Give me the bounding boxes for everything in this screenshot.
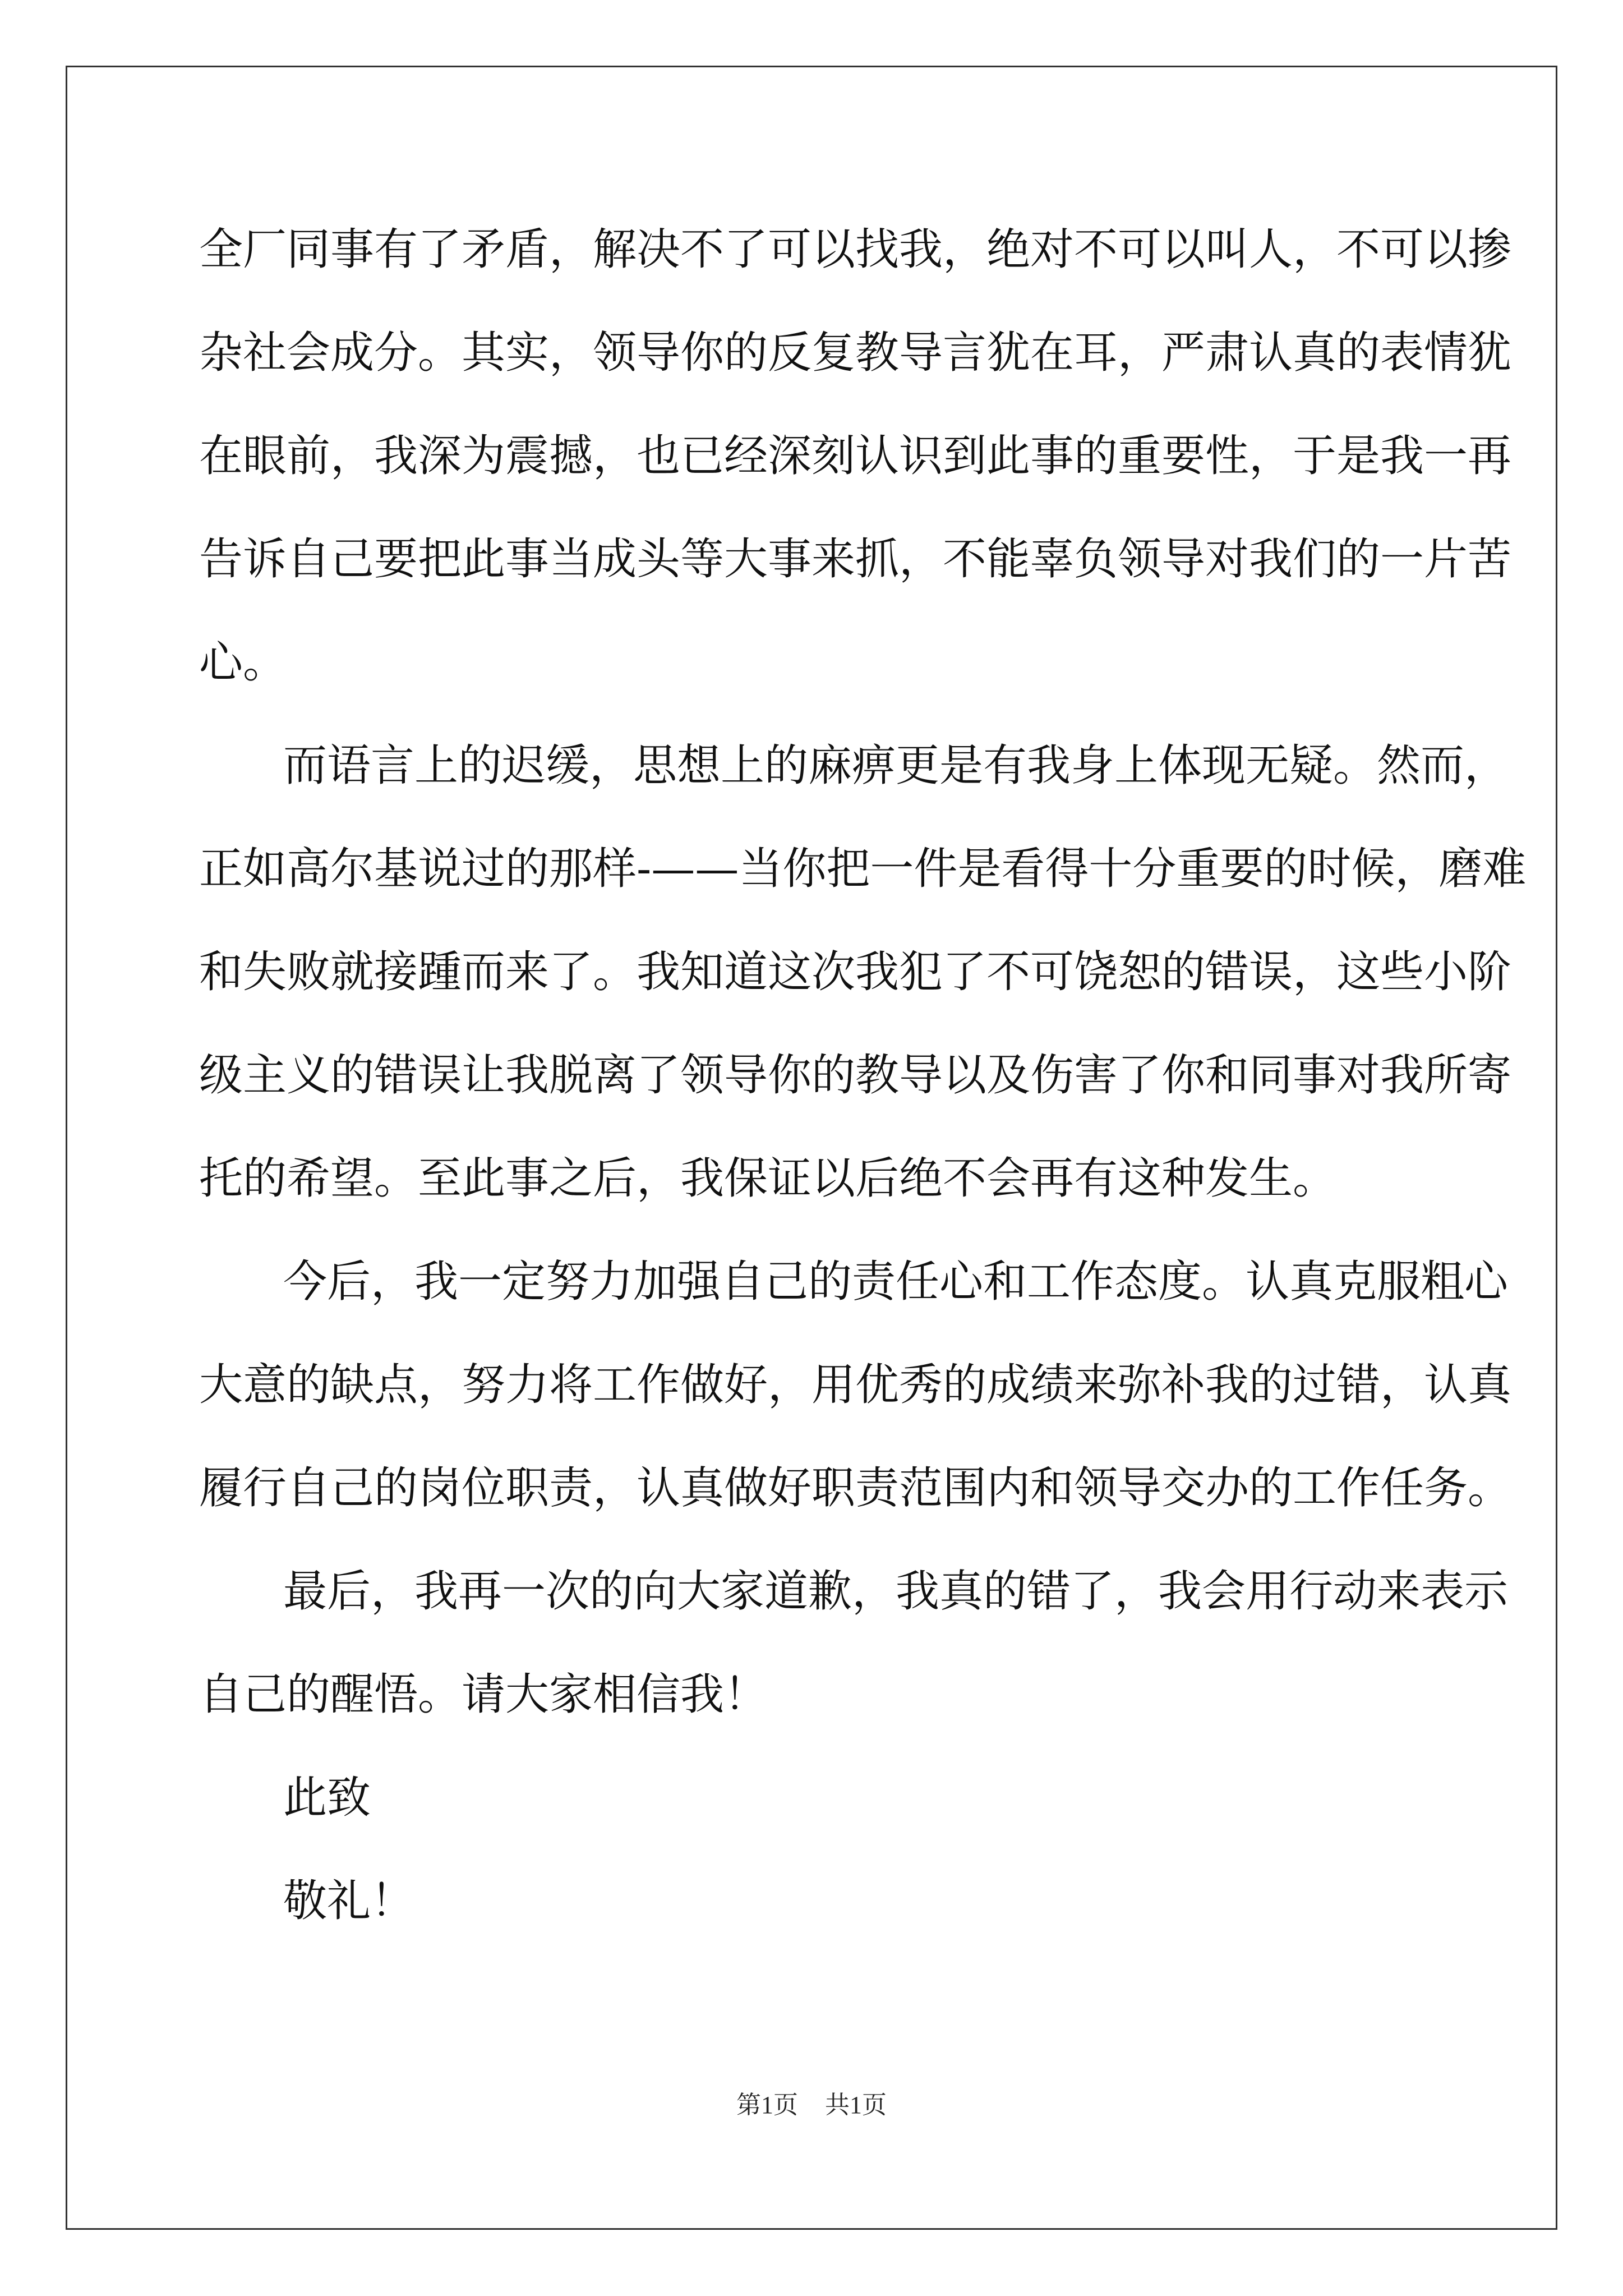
body-line: 在眼前，我深为震撼，也已经深刻认识到此事的重要性，于是我一再: [199, 431, 1512, 481]
body-line: 心。: [199, 637, 287, 688]
body-line: 和失败就接踵而来了。我知道这次我犯了不可饶恕的错误，这些小阶: [199, 947, 1512, 997]
paragraph-start-line: 而语言上的迟缓，思想上的麻痹更是有我身上体现无疑。然而，: [283, 740, 1509, 791]
page-number: 第1页: [736, 2091, 798, 2119]
body-line: 自己的醒悟。请大家相信我！: [199, 1669, 768, 1720]
paragraph-start-line: 今后，我一定努力加强自己的责任心和工作态度。认真克服粗心: [283, 1257, 1509, 1307]
body-line: 杂社会成分。其实，领导你的反复教导言犹在耳，严肃认真的表情犹: [199, 328, 1512, 378]
paragraph-start-line: 最后，我再一次的向大家道歉，我真的错了，我会用行动来表示: [283, 1566, 1509, 1617]
body-line: 全厂同事有了矛盾，解决不了可以找我，绝对不可以叫人，不可以掺: [199, 224, 1512, 275]
body-line: 托的希望。至此事之后，我保证以后绝不会再有这种发生。: [199, 1153, 1337, 1204]
body-line: 级主义的错误让我脱离了领导你的教导以及伤害了你和同事对我所寄: [199, 1050, 1512, 1101]
body-line: 正如高尔基说过的那样-——当你把一件是看得十分重要的时候，磨难: [199, 844, 1527, 894]
page-total: 共1页: [825, 2091, 887, 2119]
page-footer: [0, 2090, 1623, 2121]
body-line: 履行自己的岗位职责，认真做好职责范围内和领导交办的工作任务。: [199, 1463, 1512, 1513]
closing-salutation: 此致: [283, 1773, 371, 1823]
closing-regards: 敬礼！: [283, 1876, 415, 1926]
body-line: 告诉自己要把此事当成头等大事来抓，不能辜负领导对我们的一片苦: [199, 534, 1512, 585]
body-line: 大意的缺点，努力将工作做好，用优秀的成绩来弥补我的过错，认真: [199, 1360, 1512, 1410]
letter-body: [199, 219, 1527, 1973]
